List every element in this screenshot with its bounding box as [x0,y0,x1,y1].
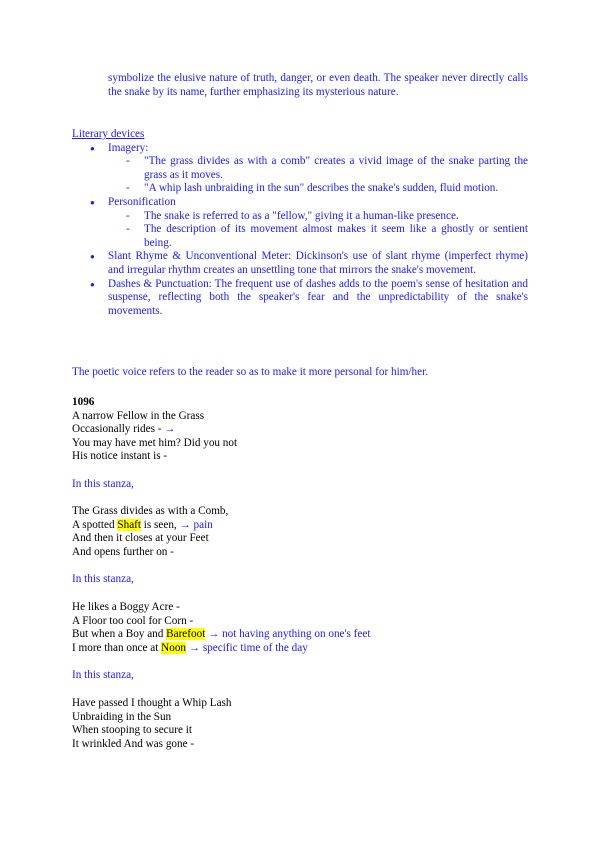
list-item: - "A whip lash unbraiding in the sun" describes the snake's sudden, fluid motion. [108,182,528,196]
literary-devices-section [72,128,528,318]
highlighted-word: Shaft [117,518,141,531]
highlighted-word: Noon [161,641,187,654]
poem-line: He likes a Boggy Acre - [72,601,180,613]
list-item-imagery [72,142,528,196]
imagery-sublist [108,155,528,196]
poem-line [72,628,528,642]
poem-line-text: But when a Boy and [72,628,167,641]
poetic-voice-note: The poetic voice refers to the reader so as to make it more personal for him/her. [72,366,428,378]
personification-sublist [108,210,528,251]
imagery-label: Imagery: [108,141,149,154]
intro-paragraph: symbolize the elusive nature of truth, danger, or even death. The speaker never directly calls the snake by its name, further emphasizing its mysterious nature. [108,72,528,98]
arrow-icon: → [164,423,176,436]
list-item: - The snake is referred to as a "fellow," giving it a human-like presence. [108,210,528,224]
annotation-note: → specific time of the day [186,641,308,654]
poem-line: You may have met him? Did you not [72,436,238,449]
poem-line: Have passed I thought a Whip Lash [72,697,232,709]
poem-line [72,423,528,437]
poem-line-text: is seen, [141,518,180,531]
personification-label: Personification [108,195,176,208]
poem [72,396,528,464]
poem-line: Unbraiding in the Sun [72,710,172,723]
list-item-slant-rhyme: ● Slant Rhyme & Unconventional Meter: Dickinson's use of slant rhyme (imperfect rhyme) and irregular rhythm creates an unsettling tone that mirrors the snake's movement. [72,250,528,277]
poem-line: His notice instant is - [72,450,168,463]
stanza-3 [72,601,528,655]
poem-number: 1096 [72,396,95,408]
stanza-4 [72,697,528,751]
annotation-note: → not having anything on one's feet [205,628,371,641]
literary-devices-list [72,142,528,319]
poem-line: It wrinkled And was gone - [72,737,195,750]
poem-line [72,519,528,533]
stanza-note: In this stanza, [72,669,134,681]
stanza-note: In this stanza, [72,478,134,490]
list-item: - The description of its movement almost makes it seem like a ghostly or sentient being. [108,223,528,250]
poem-line-text: Occasionally rides - [72,423,165,436]
stanza-2 [72,505,528,559]
literary-devices-heading: Literary devices [72,128,145,140]
poem-line [72,642,528,656]
poem-line-text: A spotted [72,518,118,531]
poem-line: And then it closes at your Feet [72,532,209,545]
poem-line-text: I more than once at [72,641,162,654]
highlighted-word: Barefoot [166,628,206,641]
annotation-note: → pain [179,518,213,531]
poem-line: The Grass divides as with a Comb, [72,505,229,517]
stanza-note: In this stanza, [72,573,134,585]
list-item-personification [72,196,528,250]
list-item-dashes: ● Dashes & Punctuation: The frequent use of dashes adds to the poem's sense of hesitation and suspense, reflecting both the speaker's fear and the unpredictability of the snake's movements. [72,278,528,319]
poem-line: A Floor too cool for Corn - [72,614,194,627]
poem-line: And opens further on - [72,545,174,558]
poem-line: When stooping to secure it [72,724,192,737]
list-item: - "The grass divides as with a comb" creates a vivid image of the snake parting the grass as it moves. [108,155,528,182]
poem-line: A narrow Fellow in the Grass [72,409,205,422]
